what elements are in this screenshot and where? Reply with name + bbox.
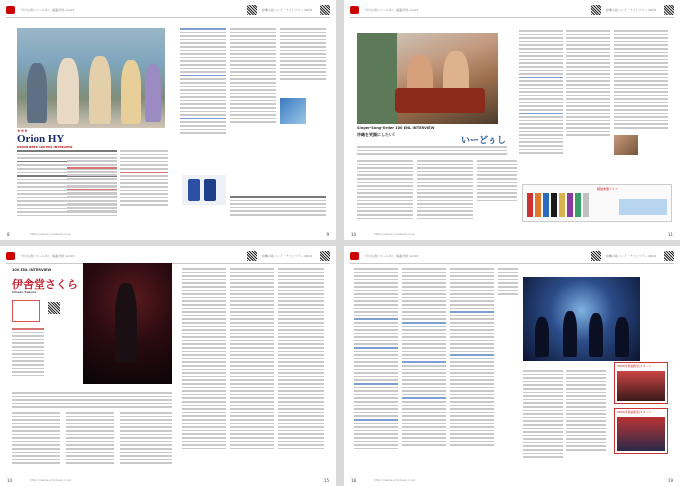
duo-photo [357, 33, 498, 124]
magazine-logo-icon [6, 252, 15, 260]
article-column [182, 268, 226, 451]
page-number: 10 [351, 232, 357, 237]
footer-url[interactable]: https://www.orionbeer.co.jp [374, 478, 416, 482]
header-text: 「今日の君にエールを!」連載対談 vol.01 [18, 8, 75, 12]
article-lead [12, 392, 172, 410]
article-column [450, 268, 494, 448]
page-header [350, 251, 674, 261]
qr-code-icon[interactable] [591, 5, 601, 15]
page-header [6, 5, 330, 15]
page-14-15 [0, 246, 336, 486]
qr-code-icon[interactable] [320, 5, 330, 15]
page-number: 9 [326, 232, 329, 237]
article-column [12, 412, 60, 466]
article-column [402, 268, 446, 448]
page-header [6, 251, 330, 261]
footer-url[interactable]: https://www.orionbeer.co.jp [374, 232, 416, 236]
article-column [280, 28, 326, 82]
article-column [354, 268, 398, 451]
article-column [417, 160, 473, 221]
article-column [523, 370, 563, 460]
article-title: いーどぅし [461, 136, 506, 146]
qr-code-icon[interactable] [664, 5, 674, 15]
page-number: 8 [7, 232, 10, 237]
group-photo [17, 28, 165, 128]
article-column [120, 150, 168, 208]
article-subtitle: ORION BEER 100 ENL INTERVIEW [17, 145, 73, 149]
article-caption: 沖縄を笑顔にしたい! [357, 132, 395, 137]
divider [350, 263, 674, 264]
ad-caption: 2024年新曲配信スタート [617, 364, 652, 368]
qr-code-icon[interactable] [247, 5, 257, 15]
qr-code-icon[interactable] [591, 251, 601, 261]
article-column [230, 268, 274, 451]
page-number: 19 [667, 478, 673, 483]
article-column [566, 370, 606, 453]
divider [6, 17, 330, 18]
article-lead [357, 146, 507, 157]
photo-thumbnail [614, 135, 638, 155]
page-number: 14 [7, 478, 13, 483]
release-ad[interactable] [614, 408, 668, 454]
header-text: 「今日の君にエールを!」連載対談 vol.01 [18, 254, 75, 258]
article-column [566, 30, 610, 138]
footer-url[interactable]: https://www.orionbeer.co.jp [30, 232, 72, 236]
footer-url[interactable]: https://www.orionbeer.co.jp [30, 478, 72, 482]
article-column [230, 196, 326, 218]
article-column [519, 30, 563, 156]
article-column [357, 160, 413, 221]
album-cover [280, 98, 306, 124]
article-column [230, 28, 276, 125]
ad-heading: 鍵盤楽器ライブ [597, 187, 618, 191]
magazine-logo-icon [350, 252, 359, 260]
band-stage-photo [523, 277, 640, 361]
plant-decoration [357, 33, 397, 124]
page-number: 15 [323, 478, 329, 483]
header-text-right: 沖縄の島バンド・ナイトツアー 2024 [605, 254, 656, 258]
divider [350, 17, 674, 18]
header-text-right: 沖縄の島バンド・ナイトツアー 2024 [261, 8, 312, 12]
instrument-ad [522, 184, 672, 222]
header-text-right: 沖縄の島バンド・ナイトツアー 2024 [261, 254, 312, 258]
page-18-19 [344, 246, 680, 486]
article-column [498, 268, 518, 297]
article-column [67, 160, 117, 214]
qr-code-icon[interactable] [247, 251, 257, 261]
article-subtitle: Singer-Song-Order 100 ENL INTERVIEW [357, 126, 435, 130]
article-subtitle: Ishado Sakura [12, 290, 37, 294]
magazine-logo-icon [6, 6, 15, 14]
qr-code-icon[interactable] [664, 251, 674, 261]
article-column [477, 160, 517, 203]
article-column [278, 268, 324, 451]
header-text-right: 沖縄の島バンド・ナイトツアー 2024 [605, 8, 656, 12]
header-text: 「今日の君にエールを!」連載対談 vol.01 [362, 8, 419, 12]
header-text: 「今日の君にエールを!」連載対談 vol.01 [362, 254, 419, 258]
page-header [350, 5, 674, 15]
star-icon: ★★★ [17, 128, 28, 133]
logo-mark [12, 300, 40, 322]
portrait-photo [83, 263, 172, 384]
series-label: 100 ENL INTERVIEW [12, 268, 52, 272]
article-column [66, 412, 114, 466]
page-number: 11 [667, 232, 673, 237]
article-column [614, 30, 668, 131]
magazine-logo-icon [350, 6, 359, 14]
page-8-9 [0, 0, 336, 240]
profile-column [12, 328, 44, 378]
ad-caption: 2024年新曲配信スタート [617, 410, 652, 414]
article-title: Orion HY [17, 133, 65, 145]
qr-code-icon[interactable] [48, 302, 60, 314]
beer-can-ad [182, 175, 226, 205]
article-title: 伊舎堂さくら [12, 278, 78, 291]
article-column [180, 28, 226, 136]
page-number: 18 [351, 478, 357, 483]
release-ad[interactable] [614, 362, 668, 404]
qr-code-icon[interactable] [320, 251, 330, 261]
page-10-11 [344, 0, 680, 240]
article-column [120, 412, 172, 466]
